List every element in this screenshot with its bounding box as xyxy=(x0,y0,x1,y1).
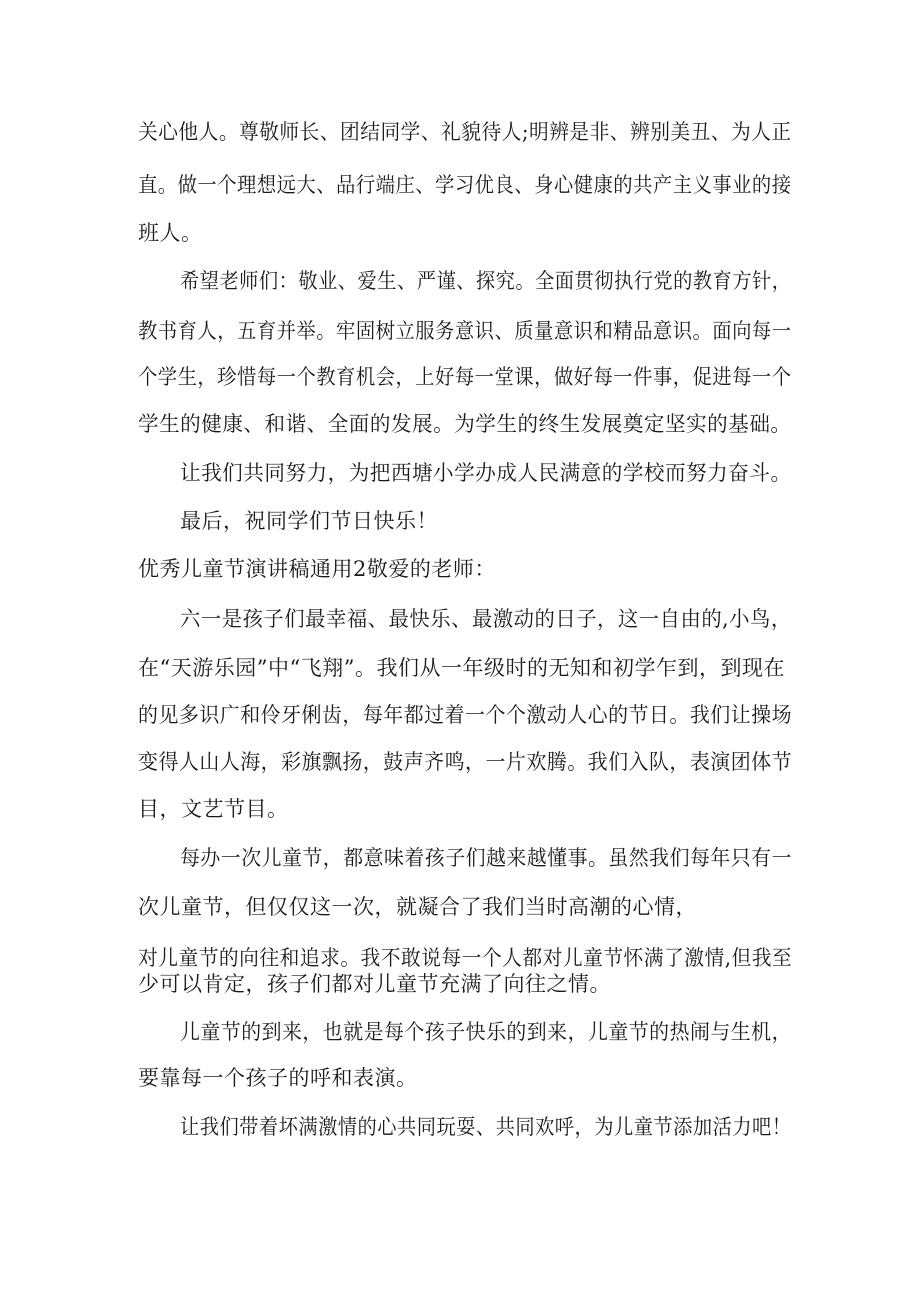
text-line-12: 在“天游乐园”中“飞翔”。我们从一年级时的无知和初学乍到，到现在 xyxy=(138,656,785,680)
text-line-9: 最后，祝同学们节日快乐！ xyxy=(180,509,438,533)
text-line-7: 学生的健康、和谐、全面的发展。为学生的终生发展奠定坚实的基础。 xyxy=(138,412,792,436)
text-line-22: 让我们带着坏满激情的心共同玩耍、共同欢呼，为儿童节添加活力吧！ xyxy=(180,1115,792,1139)
text-line-14: 变得人山人海，彩旗飘扬，鼓声齐鸣，一片欢腾。我们入队，表演团体节 xyxy=(138,750,793,774)
text-line-6: 个学生，珍惜每一个教育机会，上好每一堂课，做好每一件事，促进每一个 xyxy=(138,365,792,389)
text-line-21: 要靠每一个孩子的呼和表演。 xyxy=(138,1066,418,1090)
text-line-18: 对儿童节的向往和追求。我不敢说每一个人都对儿童节怀满了激情,但我至 xyxy=(138,946,793,970)
text-line-11: 六一是孩子们最幸福、最快乐、最激动的日子，这一自由的,小鸟， xyxy=(180,607,792,631)
text-line-4: 希望老师们：敬业、爱生、严谨、探究。全面贯彻执行党的教育方针， xyxy=(180,269,792,293)
section-heading: 优秀儿童节演讲稿通用2敬爱的老师： xyxy=(138,557,496,581)
text-line-16: 每办一次儿童节，都意味着孩子们越来越懂事。虽然我们每年只有一 xyxy=(180,846,792,870)
text-line-1: 关心他人。尊敬师长、团结同学、礼貌待人;明辨是非、辨别美丑、为人正 xyxy=(138,120,792,144)
text-line-8: 让我们共同努力，为把西塘小学办成人民满意的学校而努力奋斗。 xyxy=(180,461,792,485)
text-line-17: 次儿童节，但仅仅这一次，就凝合了我们当时高潮的心情， xyxy=(138,895,697,919)
text-line-19: 少可以肯定，孩子们都对儿童节充满了向往之情。 xyxy=(138,972,611,996)
text-line-2: 直。做一个理想远大、品行端庄、学习优良、身心健康的共产主义事业的接 xyxy=(138,173,792,197)
text-line-15: 目，文艺节目。 xyxy=(138,797,289,821)
text-line-5: 教书育人，五育并举。牢固树立服务意识、质量意识和精品意识。面向每一 xyxy=(138,319,792,343)
text-line-20: 儿童节的到来，也就是每个孩子快乐的到来，儿童节的热闹与生机， xyxy=(180,1020,792,1044)
text-line-13: 的见多识广和伶牙俐齿，每年都过着一个个激动人心的节日。我们让操场 xyxy=(138,703,793,727)
text-line-3: 班人。 xyxy=(138,221,203,245)
